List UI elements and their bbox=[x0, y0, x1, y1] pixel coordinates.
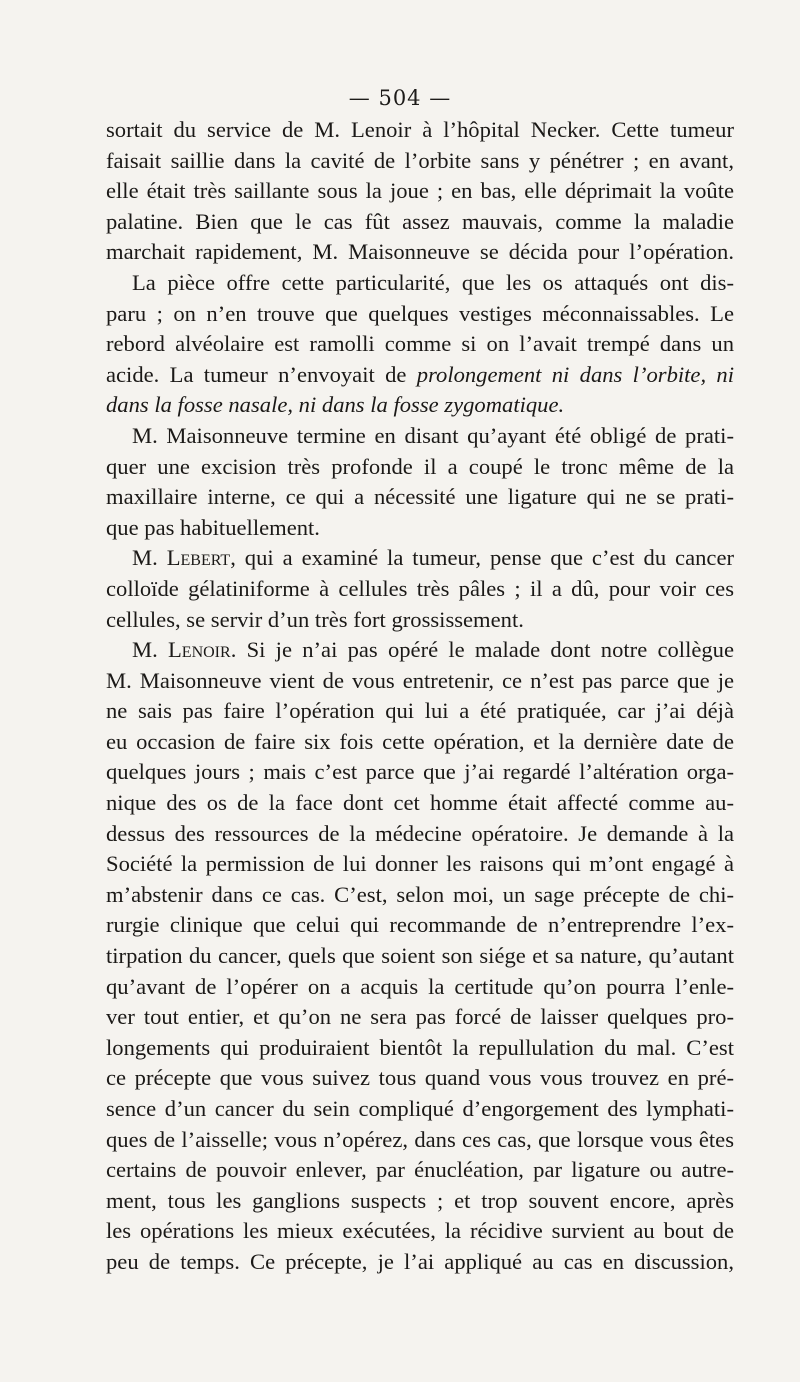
paragraph-1 bbox=[106, 115, 734, 268]
text-line: paru ; on n’en trouve que quelques vestiges méconnaissables. Le bbox=[106, 300, 734, 326]
text-line: qu’avant de l’opérer on a acquis la certitude qu’on pourra l’enle- bbox=[106, 973, 734, 999]
text-line: maxillaire interne, ce qui a nécessité une ligature qui ne se prati- bbox=[106, 484, 734, 510]
text-line: ver tout entier, et qu’on ne sera pas forcé de laisser quelques pro- bbox=[106, 1004, 734, 1030]
text-line: eu occasion de faire six fois cette opération, et la dernière date de bbox=[106, 728, 734, 754]
text-line: ment, tous les ganglions suspects ; et trop souvent encore, après bbox=[106, 1187, 734, 1213]
text-line: nique des os de la face dont cet homme était affecté comme au- bbox=[106, 790, 734, 816]
text-line: quelques jours ; mais c’est parce que j’ai regardé l’altération orga- bbox=[106, 759, 734, 785]
text-line: ce précepte que vous suivez tous quand vous vous trouvez en pré- bbox=[106, 1065, 734, 1091]
text-run: acide. La tumeur n’envoyait de bbox=[106, 361, 407, 387]
text-line bbox=[106, 390, 734, 421]
text-run: M. bbox=[132, 545, 158, 571]
text-line: que pas habituellement. bbox=[106, 514, 320, 540]
text-run: . Si je n’ai pas opéré le malade dont notre collègue bbox=[230, 637, 734, 663]
italic-run: prolongement ni dans l’orbite, ni bbox=[416, 361, 735, 387]
body-text bbox=[106, 115, 734, 1278]
text-line: dessus des ressources de la médecine opératoire. Je demande à la bbox=[106, 820, 734, 846]
paragraph-5 bbox=[106, 635, 734, 1277]
text-line: peu de temps. Ce précepte, je l’ai appliqué au cas en discussion, bbox=[106, 1248, 734, 1274]
text-run: , qui a examiné la tumeur, pense que c’est du cancer bbox=[230, 545, 734, 571]
text-line: certains de pouvoir enlever, par énucléation, par ligature ou autre- bbox=[106, 1157, 734, 1183]
text-line: sence d’un cancer du sein compliqué d’engorgement des lymphati- bbox=[106, 1096, 734, 1121]
text-line: faisait saillie dans la cavité de l’orbite sans y pénétrer ; en avant, bbox=[106, 147, 734, 173]
text-line: elle était très saillante sous la joue ; en bas, elle déprimait la voûte bbox=[106, 178, 734, 204]
text-line-mixed bbox=[106, 543, 734, 574]
text-line: longements qui produiraient bientôt la repullulation du mal. C’est bbox=[106, 1034, 734, 1060]
text-line-mixed bbox=[106, 635, 734, 666]
text-line: les opérations les mieux exécutées, la récidive survient au bout de bbox=[106, 1218, 734, 1244]
text-line: cellules, se servir d’un très fort grossissement. bbox=[106, 606, 524, 632]
text-line: palatine. Bien que le cas fût assez mauvais, comme la maladie bbox=[106, 208, 734, 234]
text-line: colloïde gélatiniforme à cellules très pâles ; il a dû, pour voir ces bbox=[106, 575, 734, 601]
text-line: rurgie clinique que celui qui recommande de n’entreprendre l’ex- bbox=[106, 912, 734, 938]
paragraph-3 bbox=[106, 421, 734, 543]
text-line: ne sais pas faire l’opération qui lui a été pratiquée, car j’ai déjà bbox=[106, 698, 734, 724]
text-line: ques de l’aisselle; vous n’opérez, dans ces cas, que lorsque vous êtes bbox=[106, 1126, 734, 1152]
text-line: M. Maisonneuve vient de vous entretenir, ce n’est pas parce que je bbox=[106, 667, 734, 693]
text-line: rebord alvéolaire est ramolli comme si on l’avait trempé dans un bbox=[106, 331, 734, 357]
speaker-name: Lebert bbox=[166, 545, 231, 571]
text-line: sortait du service de M. Lenoir à l’hôpital Necker. Cette tumeur bbox=[106, 117, 734, 142]
page-number: — 504 — bbox=[348, 86, 452, 110]
text-line-mixed bbox=[106, 360, 734, 391]
text-line: La pièce offre cette particularité, que les os attaqués ont dis- bbox=[132, 269, 734, 295]
text-line: M. Maisonneuve termine en disant qu’ayant été obligé de prati- bbox=[132, 422, 734, 448]
italic-run: dans la fosse nasale, ni dans la fosse zygomatique. bbox=[106, 392, 565, 418]
paragraph-4 bbox=[106, 543, 734, 635]
speaker-name: Lenoir bbox=[168, 637, 231, 663]
paragraph-2 bbox=[106, 268, 734, 421]
text-line: Société la permission de lui donner les raisons qui m’ont engagé à bbox=[106, 851, 734, 877]
text-line: m’abstenir dans ce cas. C’est, selon moi, un sage précepte de chi- bbox=[106, 881, 734, 907]
text-line: tirpation du cancer, quels que soient son siége et sa nature, qu’autant bbox=[106, 943, 734, 969]
text-run: M. bbox=[132, 637, 158, 663]
text-line: quer une excision très profonde il a coupé le tronc même de la bbox=[106, 453, 734, 479]
text-line: marchait rapidement, M. Maisonneuve se décida pour l’opération. bbox=[106, 239, 734, 265]
